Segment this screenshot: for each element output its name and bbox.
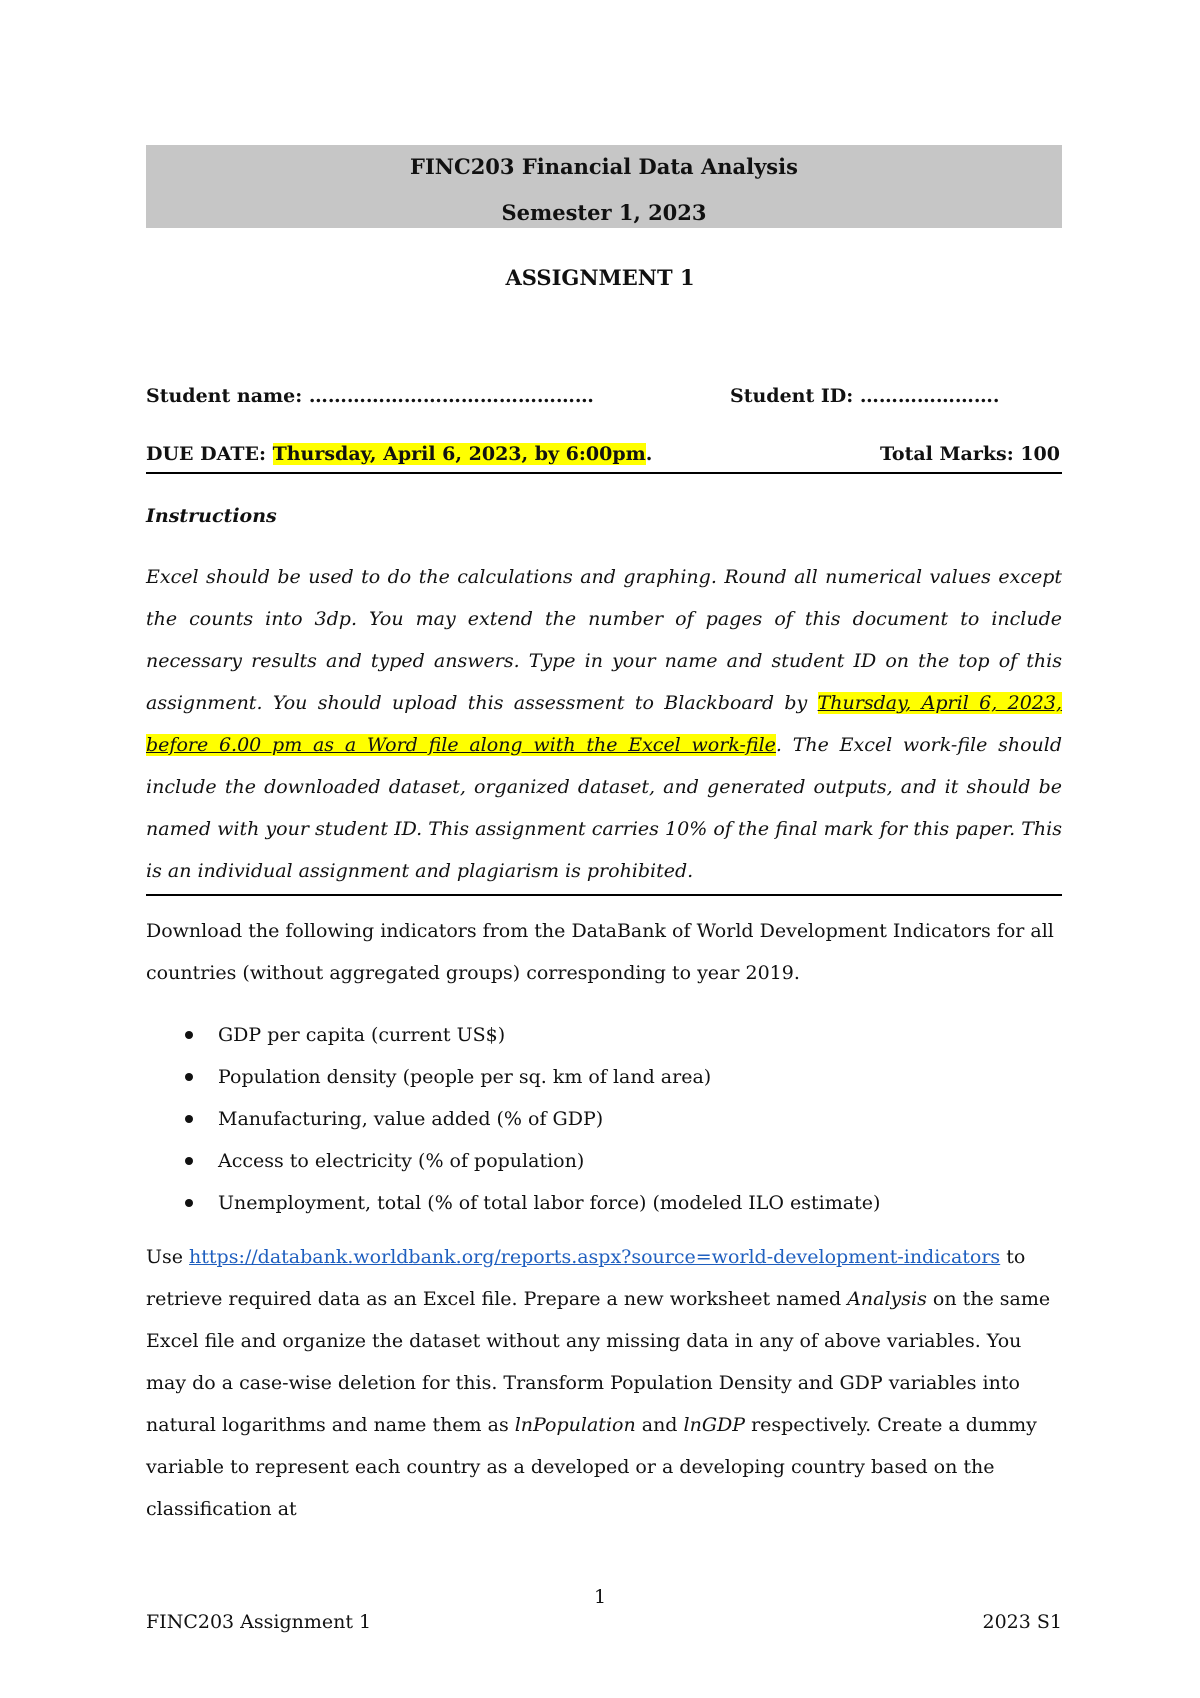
semester-title: Semester 1, 2023 xyxy=(501,200,707,225)
indicator-list xyxy=(146,1014,880,1224)
assignment-heading: ASSIGNMENT 1 xyxy=(505,265,695,290)
indicator-text: Access to electricity (% of population) xyxy=(218,1150,585,1172)
use-paragraph xyxy=(146,1236,1062,1530)
due-date-line xyxy=(146,443,1062,474)
indicator-text: Manufacturing, value added (% of GDP) xyxy=(218,1108,604,1130)
student-id-field: Student ID: …………………. xyxy=(730,385,1000,407)
title-banner xyxy=(146,145,1062,228)
use-text-3: respectively. Create a dummy variable to represent each country as a developed or a developing country based on the classification at xyxy=(146,1414,1037,1520)
footer-right: 2023 S1 xyxy=(982,1611,1062,1633)
use-text-2: on the same Excel file and organize the dataset without any missing data in any of above variables. You may do a case-wise deletion for this. Transform Population Density and GDP variables into natural logarithms and name them as xyxy=(146,1288,1051,1436)
instructions-deadline-highlight: Thursday, April 6, 2023, before 6.00 pm as a Word file along with the Excel work-file xyxy=(146,692,1063,756)
footer-left: FINC203 Assignment 1 xyxy=(146,1611,372,1633)
instructions-part1: Excel should be used to do the calculations and graphing. Round all numerical values except the counts into 3dp. You may extend the number of pages of this document to include necessary results and typed answers. Type in your name and student ID on the top of this assignment. You should upload this assessment to Blackboard by xyxy=(146,566,1062,714)
instructions-heading: Instructions xyxy=(146,505,277,527)
bullet-icon xyxy=(185,1115,193,1123)
and-text: and xyxy=(635,1414,684,1436)
list-item xyxy=(146,1140,880,1182)
page-number: 1 xyxy=(593,1586,607,1608)
databank-link[interactable]: https://databank.worldbank.org/reports.aspx?source=world-development-indicators xyxy=(189,1246,1001,1268)
analysis-term: Analysis xyxy=(847,1288,927,1310)
bullet-icon xyxy=(185,1073,193,1081)
instructions-part2: . The Excel work-file should include the downloaded dataset, organized dataset, and generated outputs, and it should be named with your student ID. This assignment carries 10% of the final mark for this paper. This is an individual assignment and plagiarism is prohibited. xyxy=(146,734,1062,882)
list-item xyxy=(146,1182,880,1224)
due-period: . xyxy=(645,443,653,465)
intro-paragraph: Download the following indicators from the DataBank of World Development Indicators for all countries (without aggregated groups) corresponding to year 2019. xyxy=(146,920,1054,984)
total-marks: Total Marks: 100 xyxy=(879,443,1060,465)
student-name-field: Student name: ……………………………………… xyxy=(146,385,594,407)
indicator-text: Unemployment, total (% of total labor force) (modeled ILO estimate) xyxy=(218,1192,881,1214)
instructions-text xyxy=(146,556,1062,896)
indicator-text: GDP per capita (current US$) xyxy=(218,1024,506,1046)
use-prefix: Use xyxy=(146,1246,190,1268)
lngdp-term: lnGDP xyxy=(683,1414,746,1436)
use-text-1: to retrieve required data as an Excel file. Prepare a new worksheet named xyxy=(146,1246,1026,1310)
due-date: Thursday, April 6, 2023, by 6:00pm xyxy=(272,443,646,465)
lnpopulation-term: lnPopulation xyxy=(514,1414,636,1436)
due-label: DUE DATE: xyxy=(146,443,273,465)
list-item xyxy=(146,1056,880,1098)
list-item xyxy=(146,1098,880,1140)
course-title: FINC203 Financial Data Analysis xyxy=(410,154,798,179)
indicator-text: Population density (people per sq. km of land area) xyxy=(218,1066,712,1088)
bullet-icon xyxy=(185,1031,193,1039)
bullet-icon xyxy=(185,1157,193,1165)
bullet-icon xyxy=(185,1199,193,1207)
list-item xyxy=(146,1014,880,1056)
